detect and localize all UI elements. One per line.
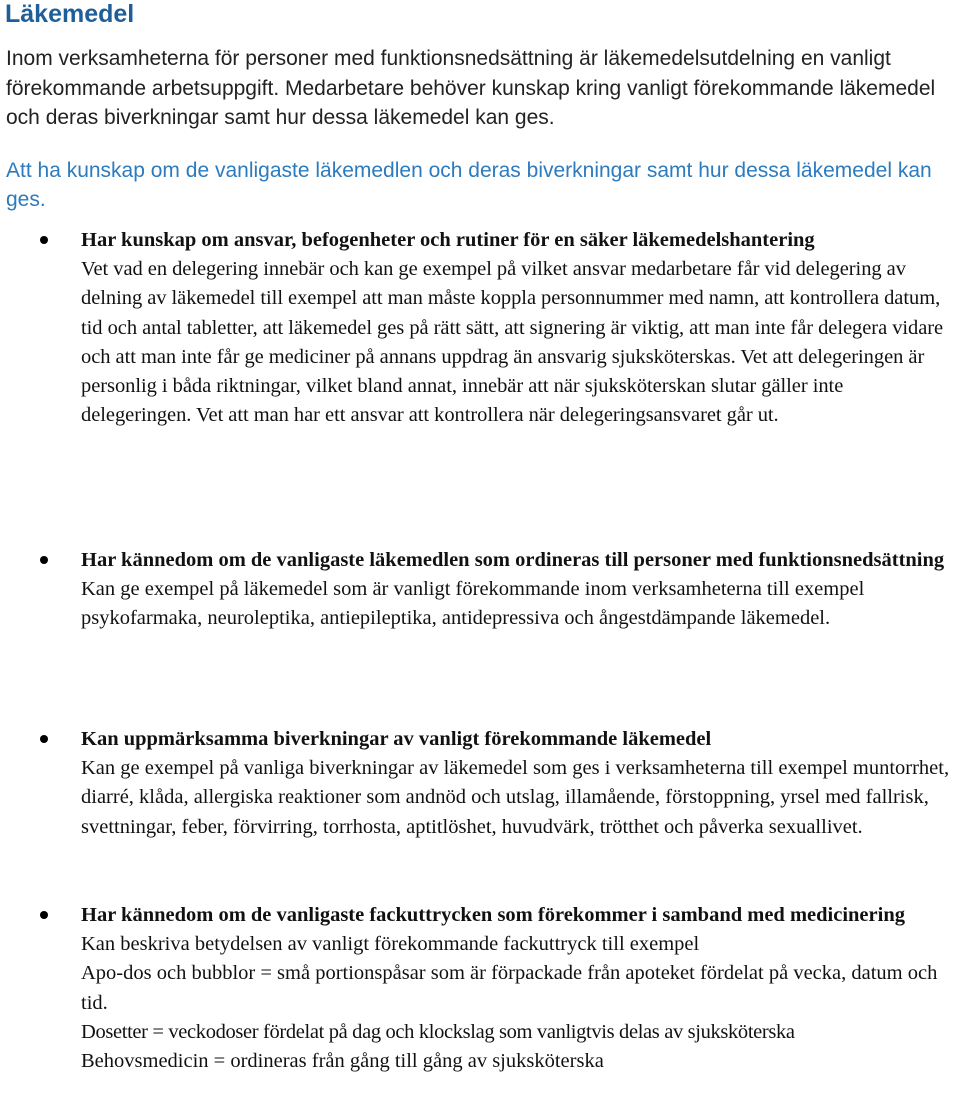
bullet-icon: [40, 236, 48, 244]
list-item-text: Vet vad en delegering innebär och kan ge exempel på vilket ansvar medarbetare får vid delegering av delning av läkemedel till exempel att man måste koppla personnummer med namn, att kontrollera datum, tid och antal tabletter, att läkemedel ges på rätt sätt, att signering är viktig, att man inte får delegera vidare och att man inte får ge mediciner på annans uppdrag än ansvarig sjuksköterskas. Vet att delegeringen är personlig i båda riktningar, vilket bland annat, innebär att när sjuksköterskan slutar gäller inte delegeringen. Vet att man har ett ansvar att kontrollera när delegeringsansvaret går ut.: [81, 258, 944, 427]
term-line: Kan beskriva betydelsen av vanligt förekommande fackuttryck till exempel: [81, 933, 700, 956]
list-item-body: [81, 546, 956, 634]
bullet-icon: [40, 556, 48, 564]
term-line: Apo-dos och bubblor = små portionspåsar som är förpackade från apoteket fördelat på vecka, datum och tid.: [81, 962, 938, 1014]
intro-paragraph: Inom verksamheterna för personer med funktionsnedsättning är läkemedelsutdelning en vanligt förekommande arbetsuppgift. Medarbetare behöver kunskap kring vanligt förekommande läkemedel och deras biverkningar samt hur dessa läkemedel kan ges.: [6, 47, 936, 129]
list-item-body: [81, 901, 956, 1076]
term-line: Dosetter = veckodoser fördelat på dag och klockslag som vanligtvis delas av sjuksköterska: [81, 1020, 795, 1043]
list-item-heading: Kan uppmärksamma biverkningar av vanligt förekommande läkemedel: [81, 728, 712, 750]
section-subheading: Att ha kunskap om de vanligaste läkemedlen och deras biverkningar samt hur dessa läkemedel kan ges.: [6, 159, 932, 211]
list-item-text: Kan ge exempel på vanliga biverkningar av läkemedel som ges i verksamheterna till exempel muntorrhet, diarré, klåda, allergiska reaktioner som andnöd och utslag, illamående, förstoppning, yrsel med fallrisk, svettningar, feber, förvirring, torrhosta, aptitlöshet, huvudvärk, trötthet och påverka sexuallivet.: [81, 757, 950, 838]
page-title: Läkemedel: [5, 0, 135, 28]
list-item-heading: Har kunskap om ansvar, befogenheter och rutiner för en säker läkemedelshantering: [81, 229, 815, 251]
list-item-text: Kan ge exempel på läkemedel som är vanligt förekommande inom verksamheterna till exempel psykofarmaka, neuroleptika, antiepileptika, antidepressiva och ångestdämpande läkemedel.: [81, 578, 865, 630]
bullet-icon: [40, 735, 48, 743]
list-item-body: [81, 725, 956, 842]
list-item-text: [81, 930, 956, 1076]
list-item-heading: Har kännedom om de vanligaste fackuttrycken som förekommer i samband med medicinering: [81, 904, 905, 926]
bullet-icon: [40, 911, 48, 919]
term-line: Behovsmedicin = ordineras från gång till gång av sjuksköterska: [81, 1050, 604, 1073]
list-item-body: [81, 226, 956, 430]
list-item-heading: Har kännedom om de vanligaste läkemedlen som ordineras till personer med funktionsnedsättning: [81, 549, 945, 571]
